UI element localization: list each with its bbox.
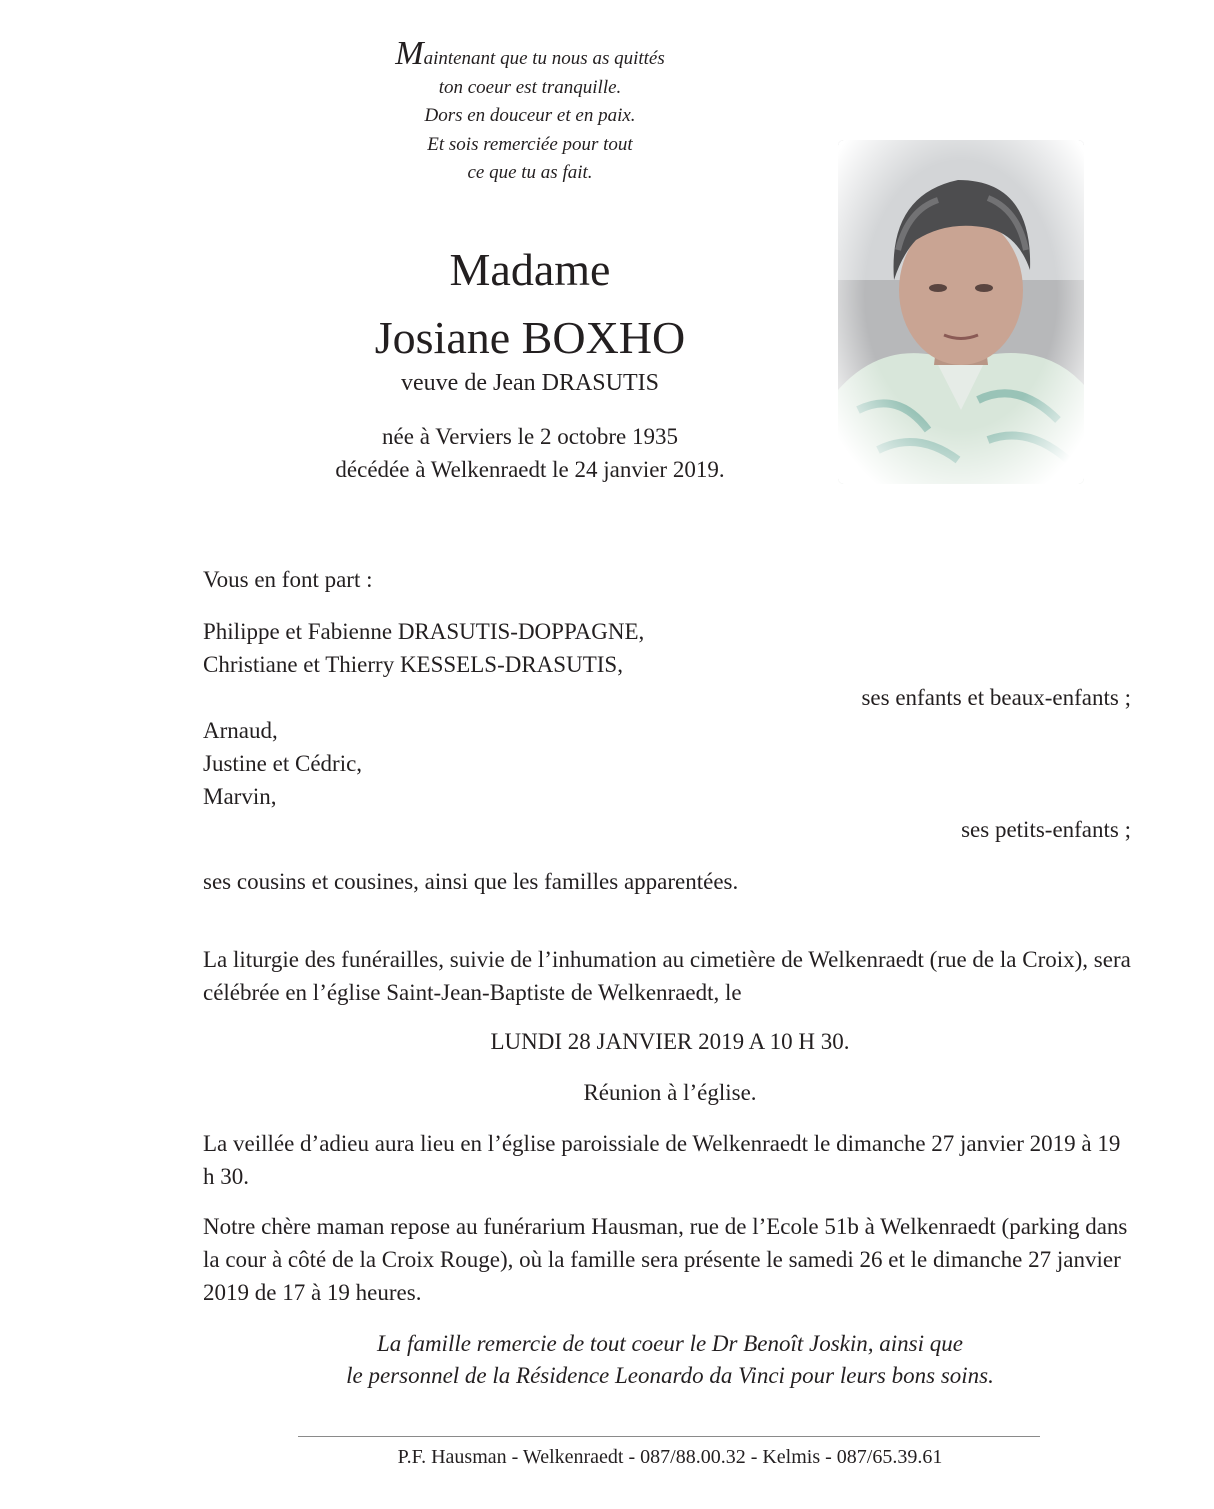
- children-label: ses enfants et beaux-enfants ;: [861, 685, 1131, 710]
- death-line: décédée à Welkenraedt le 24 janvier 2019.: [335, 457, 725, 482]
- ceremony-date: LUNDI 28 JANVIER 2019 A 10 H 30.: [490, 1029, 850, 1054]
- grandchildren-label: ses petits-enfants ;: [961, 817, 1131, 842]
- memorial-poem: [330, 35, 730, 188]
- vigil-paragraph: La veillée d’adieu aura lieu en l’église paroissiale de Welkenraedt le dimanche 27 janvier 2019 à 19 h 30.: [203, 1131, 1121, 1189]
- child-line-1: Philippe et Fabienne DRASUTIS-DOPPAGNE,: [203, 619, 645, 644]
- poem-line-5: ce que tu as fait.: [467, 162, 593, 183]
- poem-line-4: Et sois remerciée pour tout: [427, 133, 633, 155]
- poem-line-1-text: aintenant que tu nous as quittés: [423, 48, 665, 69]
- widow-of: veuve de Jean DRASUTIS: [401, 370, 659, 396]
- life-dates: [290, 420, 770, 486]
- poem-line-3: Dors en douceur et en paix.: [424, 105, 636, 126]
- child-line-2: Christiane et Thierry KESSELS-DRASUTIS,: [203, 652, 623, 677]
- grandchild-line-3: Marvin,: [203, 784, 277, 809]
- thanks-line-1: La famille remercie de tout coeur le Dr Benoît Joskin, ainsi que: [377, 1331, 963, 1356]
- deceased-name: Josiane BOXHO: [374, 312, 686, 363]
- footer-divider: [298, 1436, 1040, 1437]
- liturgy-paragraph: La liturgie des funérailles, suivie de l’inhumation au cimetière de Welkenraedt (rue de la Croix), sera célébrée en l’église Saint-Jean-Baptiste de Welkenraedt, le: [203, 947, 1131, 1005]
- grandchild-line-1: Arnaud,: [203, 718, 278, 743]
- portrait-illustration: [838, 140, 1084, 484]
- poem-line-2: ton coeur est tranquille.: [438, 76, 622, 98]
- thanks-line-2: le personnel de la Résidence Leonardo da Vinci pour leurs bons soins.: [346, 1363, 994, 1388]
- birth-line: née à Verviers le 2 octobre 1935: [382, 424, 678, 449]
- grandchild-line-2: Justine et Cédric,: [203, 751, 363, 776]
- meeting-line: Réunion à l’église.: [583, 1080, 757, 1105]
- funeral-home-footer: P.F. Hausman - Welkenraedt - 087/88.00.32 - Kelmis - 087/65.39.61: [397, 1446, 943, 1468]
- poem-dropcap: M: [395, 35, 424, 72]
- rest-paragraph: Notre chère maman repose au funérarium Hausman, rue de l’Ecole 51b à Welkenraedt (parking dans la cour à côté de la Croix Rouge), où la famille sera présente le samedi 26 et le dimanche 27 janvier 2019 de 17 à 19 heures.: [203, 1214, 1128, 1305]
- relatives-line: ses cousins et cousines, ainsi que les familles apparentées.: [203, 869, 739, 894]
- poem-line-1: [330, 35, 730, 74]
- portrait-photo: [838, 140, 1084, 484]
- intro-line: Vous en font part :: [203, 567, 373, 592]
- thanks-note: [200, 1328, 1140, 1392]
- deceased-title: Madame: [449, 244, 611, 295]
